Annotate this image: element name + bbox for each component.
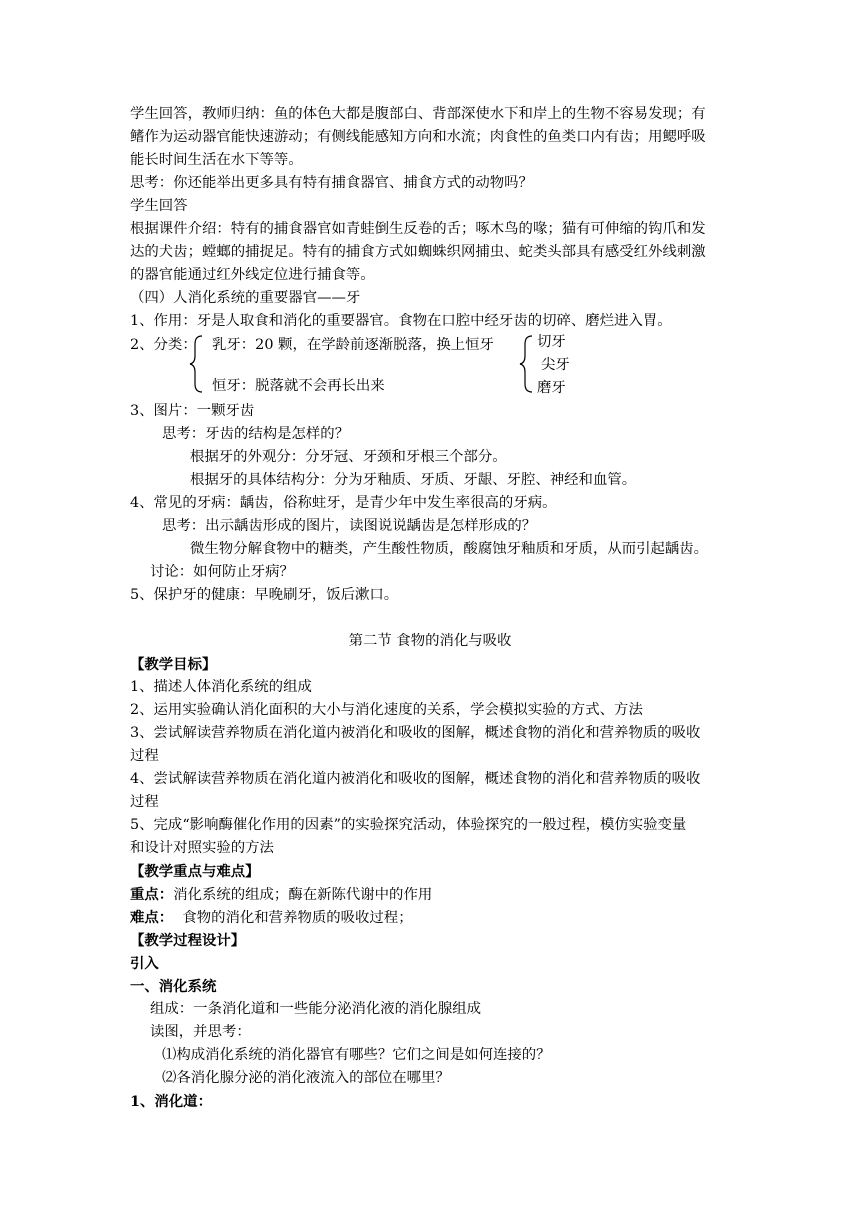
heading-process: 【教学过程设计】 bbox=[130, 932, 246, 949]
subsection-heading: 1、消化道： bbox=[130, 1093, 212, 1110]
list-item: 5、保护牙的健康：早晚刷牙，饭后漱口。 bbox=[130, 587, 399, 603]
difficulty-label: 难点： bbox=[130, 909, 174, 926]
key-text: 消化系统的组成；酶在新陈代谢中的作用 bbox=[173, 887, 433, 903]
section-heading: （四）人消化系统的重要器官——牙 bbox=[130, 290, 361, 306]
paragraph-line: 微生物分解食物中的糖类，产生酸性物质，酸腐蚀牙釉质和牙质，从而引起龋齿。 bbox=[190, 541, 709, 557]
question-line: 思考：你还能举出更多具有特有捕食器官、捕食方式的动物吗？ bbox=[130, 175, 533, 191]
left-brace-icon bbox=[190, 334, 204, 394]
list-item: 1、作用：牙是人取食和消化的重要器官。食物在口腔中经牙齿的切碎、磨烂进入胃。 bbox=[130, 313, 672, 329]
list-item-label: 2、分类： bbox=[130, 337, 197, 353]
permanent-teeth-text: 恒牙：脱落就不会再长出来 bbox=[212, 378, 385, 394]
section-title: 第二节 食物的消化与吸收 bbox=[348, 633, 512, 649]
goal-line: 5、完成“影响酶催化作用的因素”的实验探究活动，体验探究的一般过程，模仿实验变量 bbox=[130, 817, 687, 833]
list-item: 4、常见的牙病：龋齿，俗称蛀牙，是青少年中发生率很高的牙病。 bbox=[130, 495, 557, 511]
goal-line: 和设计对照实验的方法 bbox=[130, 840, 274, 856]
milk-teeth-text: 乳牙：20 颗，在学龄前逐渐脱落，换上恒牙 bbox=[212, 337, 494, 353]
question-line: ⑴构成消化系统的消化器官有哪些？它们之间是如何连接的？ bbox=[162, 1047, 551, 1063]
goal-line: 1、描述人体消化系统的组成 bbox=[130, 679, 312, 695]
paragraph-line: 根据牙的具体结构分：分为牙釉质、牙质、牙龈、牙腔、神经和血管。 bbox=[190, 472, 637, 488]
key-point-line bbox=[130, 883, 432, 907]
paragraph-line: 根据课件介绍：特有的捕食器官如青蛙倒生反卷的舌；啄木鸟的喙；猫有可伸缩的钩爪和发 bbox=[130, 221, 706, 237]
paragraph-line: 根据牙的外观分：分牙冠、牙颈和牙根三个部分。 bbox=[190, 449, 507, 465]
tooth-type: 切牙 bbox=[537, 334, 566, 350]
paragraph-line: 学生回答，教师归纳：鱼的体色大都是腹部白、背部深使水下和岸上的生物不容易发现；有 bbox=[130, 106, 706, 122]
paragraph-line: 鳍作为运动器官能快速游动；有侧线能感知方向和水流；肉食性的鱼类口内有齿；用鳃呼吸 bbox=[130, 129, 706, 145]
left-brace-icon bbox=[520, 334, 534, 394]
paragraph-line: 读图，并思考： bbox=[150, 1024, 251, 1040]
goal-line: 过程 bbox=[130, 748, 159, 764]
difficulty-line bbox=[130, 906, 413, 930]
paragraph-line: 能长时间生活在水下等等。 bbox=[130, 152, 303, 168]
tooth-type: 磨牙 bbox=[537, 380, 566, 396]
intro-heading: 引入 bbox=[130, 955, 159, 972]
key-label: 重点： bbox=[130, 886, 174, 903]
goal-line: 4、尝试解读营养物质在消化道内被消化和吸收的图解，概述食物的消化和营养物质的吸收 bbox=[130, 771, 701, 787]
goal-line: 3、尝试解读营养物质在消化道内被消化和吸收的图解，概述食物的消化和营养物质的吸收 bbox=[130, 725, 701, 741]
goal-line: 2、运用实验确认消化面积的大小与消化速度的关系，学会模拟实验的方式、方法 bbox=[130, 702, 643, 718]
think-line: 思考：出示龋齿形成的图片，读图说说龋齿是怎样形成的？ bbox=[162, 518, 537, 534]
paragraph-line: 的器官能通过红外线定位进行捕食等。 bbox=[130, 267, 375, 283]
goal-line: 过程 bbox=[130, 794, 159, 810]
difficulty-text: 食物的消化和营养物质的吸收过程； bbox=[173, 910, 413, 926]
discussion-line: 讨论：如何防止牙病？ bbox=[150, 564, 294, 580]
paragraph-line: 达的犬齿；螳螂的捕捉足。特有的捕食方式如蜘蛛织网捕虫、蛇类头部具有感受红外线刺激 bbox=[130, 244, 706, 260]
think-line: 思考：牙齿的结构是怎样的？ bbox=[162, 426, 350, 442]
question-line: ⑵各消化腺分泌的消化液流入的部位在哪里？ bbox=[162, 1070, 450, 1086]
paragraph-line: 组成：一条消化道和一些能分泌消化液的消化腺组成 bbox=[150, 1001, 481, 1017]
subsection-heading: 一、消化系统 bbox=[130, 978, 217, 995]
list-item: 3、图片：一颗牙齿 bbox=[130, 403, 255, 419]
tooth-type: 尖牙 bbox=[541, 357, 570, 373]
answer-line: 学生回答 bbox=[130, 198, 188, 214]
heading-goals: 【教学目标】 bbox=[130, 656, 217, 673]
heading-key-points: 【教学重点与难点】 bbox=[130, 863, 260, 880]
